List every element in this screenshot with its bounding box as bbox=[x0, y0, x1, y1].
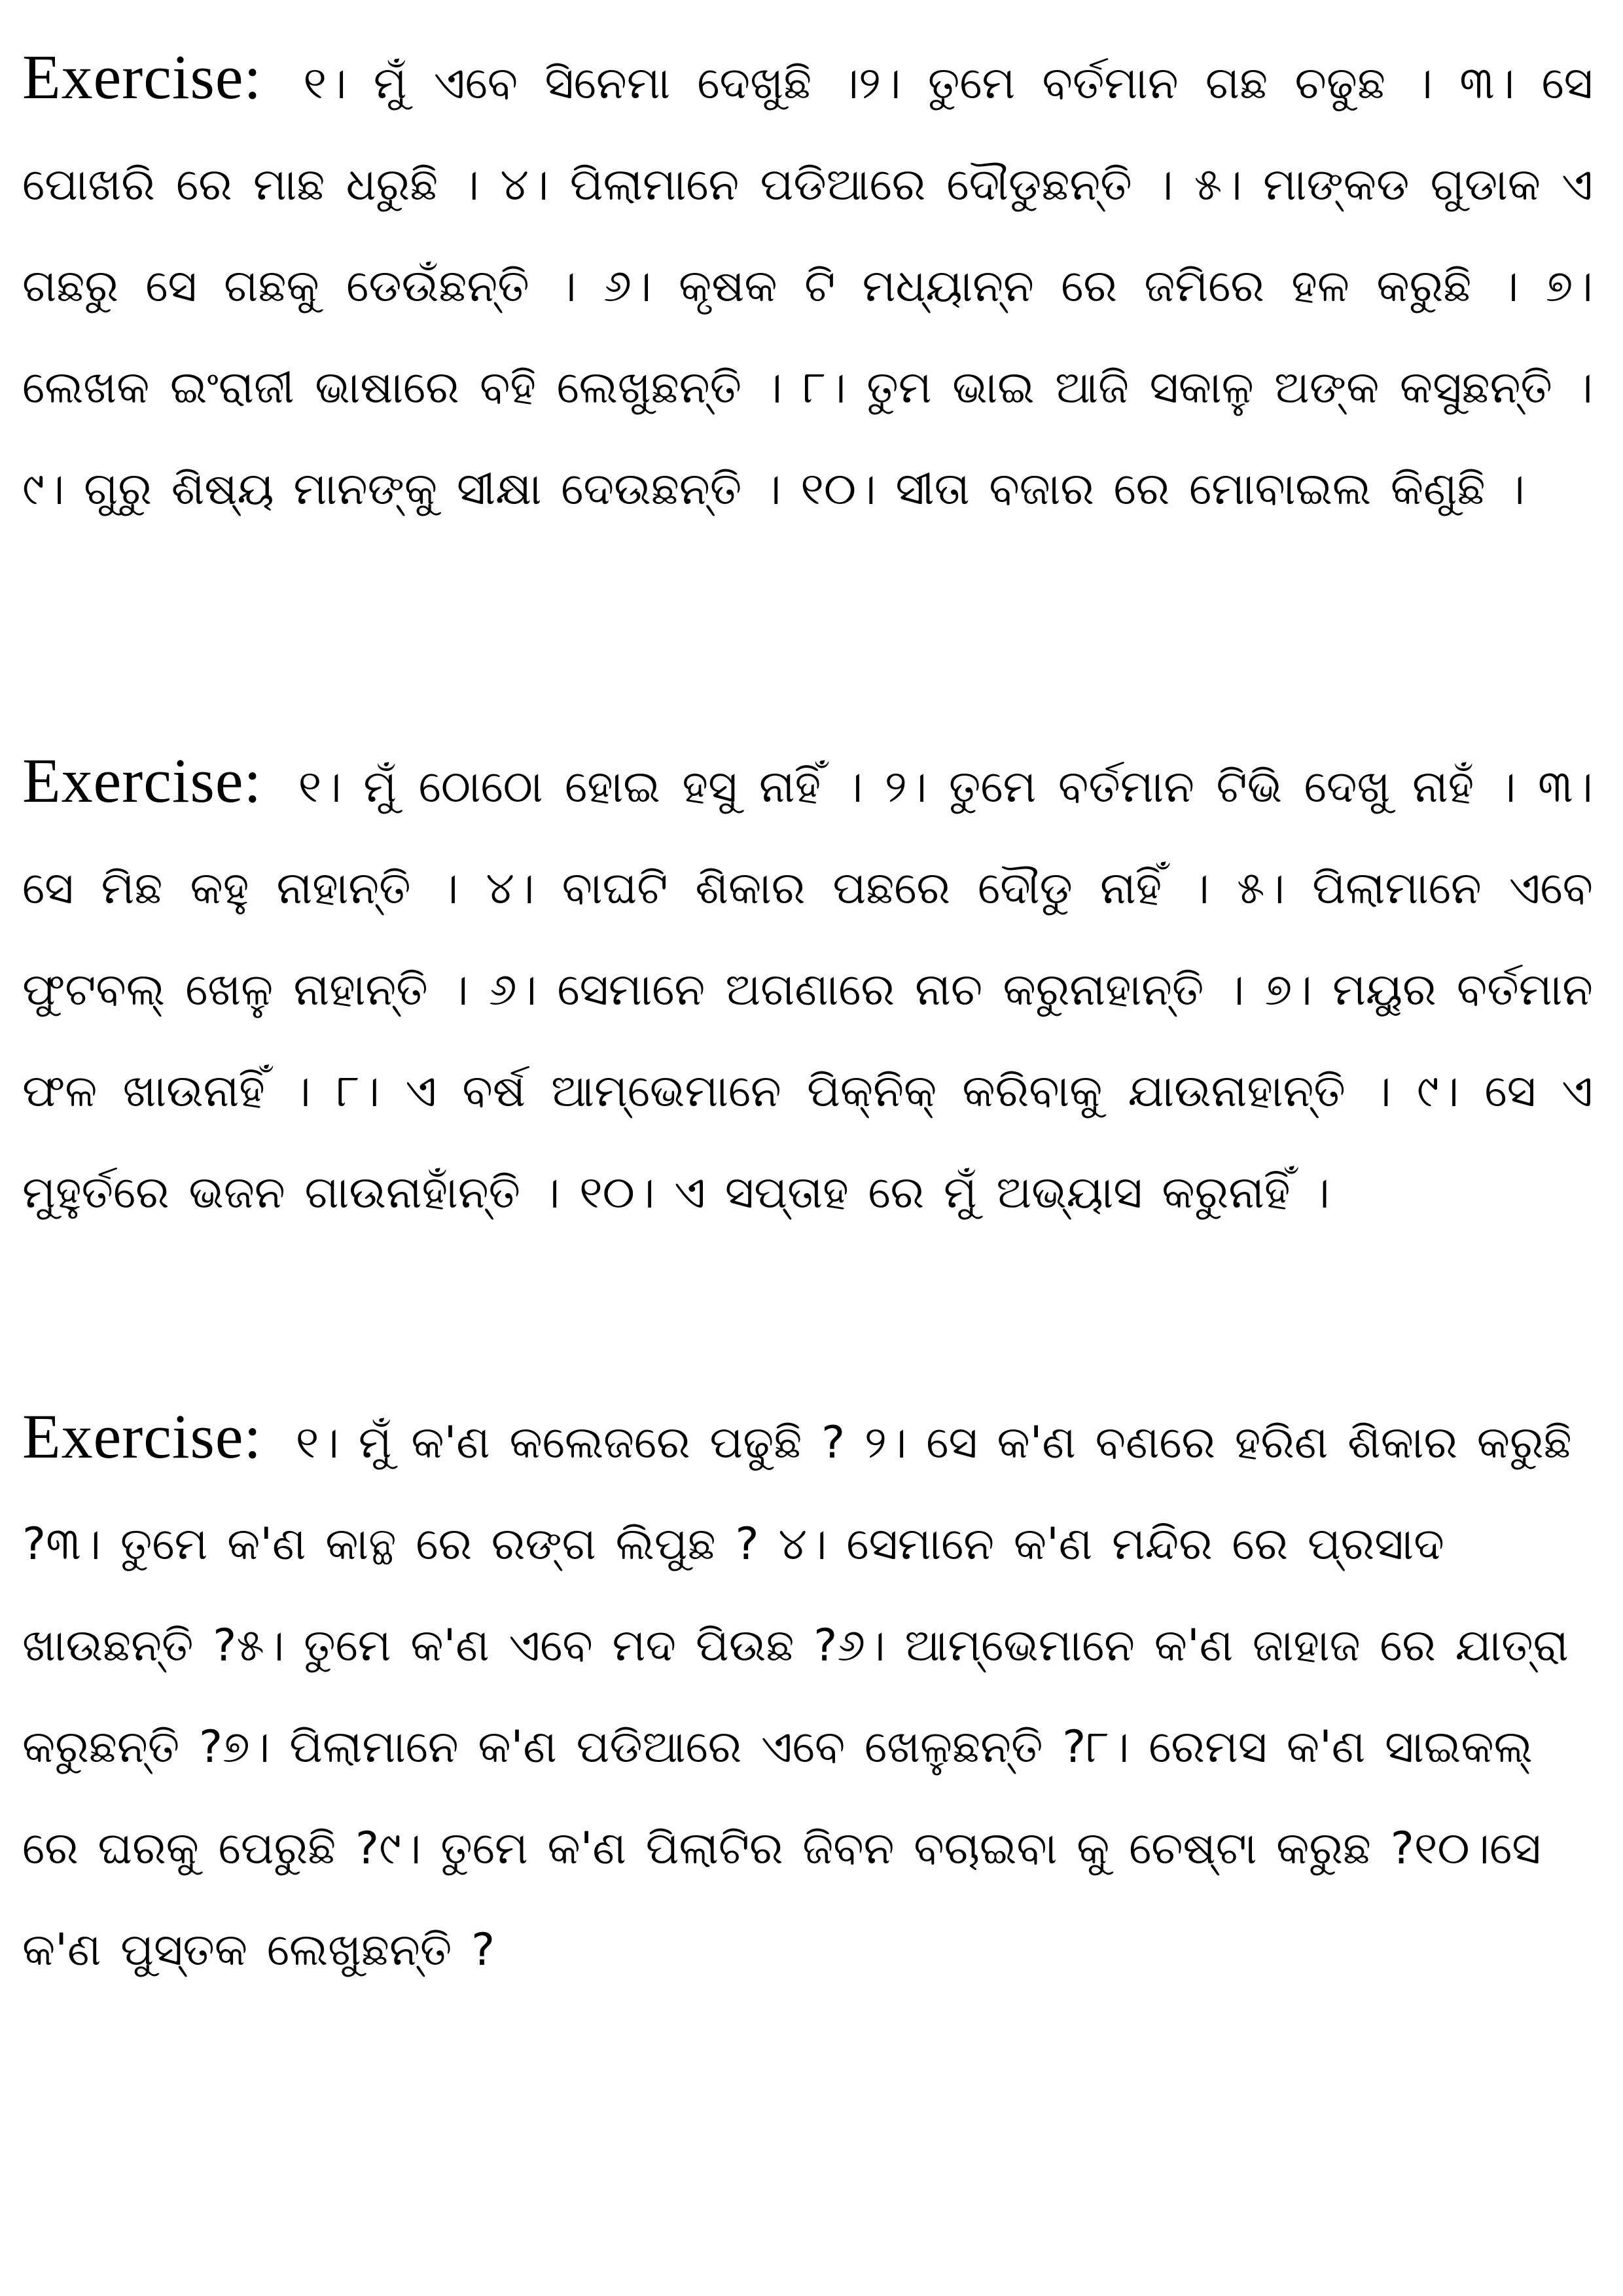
exercise-block-2 bbox=[22, 730, 1593, 1244]
exercise-block-1 bbox=[22, 26, 1593, 540]
exercise-label: Exercise: bbox=[22, 745, 262, 816]
exercise-text: ୧। ମୁଁ ଏବେ ସିନେମା ଦେଖୁଛି ।୨। ତୁମେ ବର୍ତମାନ ଗଛ ଚଢୁଛ । ୩। ସେ ପୋଖରି ରେ ମାଛ ଧରୁଛି । ୪। ପିଲାମାନେ ପଡିଆରେ ଦୌଡୁଛନ୍ତି । ୫। ମାଙ୍କଡ ଗୁଡାକ ଏ ଗଛରୁ ସେ ଗଛକୁ ଡେଉଁଛନ୍ତି । ୬। କୃଷକ ଟି ମଧ୍ୟାନ୍ନ ରେ ଜମିରେ ହଳ କରୁଛି । ୭। ଲେଖକ ଇଂରାଜୀ ଭାଷାରେ ବହି ଲେଖୁଛନ୍ତି । ୮। ତୁମ ଭାଇ ଆଜି ସକାଳୁ ଅଙ୍କ କସୁଛନ୍ତି । ୯। ଗୁରୁ ଶିଷ୍ୟ ମାନଙ୍କୁ ସୀକ୍ଷା ଦେଉଛନ୍ତି । ୧୦। ସୀତା ବଜାର ରେ ମୋବାଇଲ କିଣୁଛି । bbox=[22, 58, 1593, 515]
exercise-label: Exercise: bbox=[22, 42, 262, 112]
exercise-text: ୧। ମୁଁ କ'ଣ କଲେଜରେ ପଢୁଛି ? ୨। ସେ କ'ଣ ବଣରେ ହରିଣ ଶିକାର କରୁଛି ?୩। ତୁମେ କ'ଣ କାନ୍ଥ ରେ ରଙ୍ଗ ଲିପୁଛ ? ୪। ସେମାନେ କ'ଣ ମନ୍ଦିର ରେ ପ୍ରସାଦ ଖାଉଛନ୍ତି ?୫। ତୁମେ କ'ଣ ଏବେ ମଦ ପିଉଛ ?୬। ଆମ୍ଭେମାନେ କ'ଣ ଜାହାଜ ରେ ଯାତ୍ରା କରୁଛନ୍ତି ?୭। ପିଲାମାନେ କ'ଣ ପଡିଆରେ ଏବେ ଖେଳୁଛନ୍ତି ?୮। ରେମସ କ'ଣ ସାଇକଲ୍ ରେ ଘରକୁ ପେରୁଛି ?୯। ତୁମେ କ'ଣ ପିଲାଟିର ଜିବନ ବଚାଇବା କୁ ଚେଷ୍ଟା କରୁଛ ?୧୦।ସେ କ'ଣ ପୁସ୍ତକ ଲେଖୁଛନ୍ତି ? bbox=[22, 1417, 1572, 1976]
exercise-text: ୧। ମୁଁ ଠୋଠୋ ହୋଇ ହସୁ ନାହିଁ । ୨। ତୁମେ ବର୍ତମାନ ଟିଭି ଦେଖୁ ନାହଁ । ୩। ସେ ମିଛ କହୁ ନାହାନ୍ତି । ୪। ବାଘଟି ଶିକାର ପଛରେ ଦୌଡୁ ନାହିଁ । ୫। ପିଲାମାନେ ଏବେ ଫୁଟବଲ୍ ଖେଳୁ ନାହାନ୍ତି । ୬। ସେମାନେ ଅଗଣାରେ ନାଚ କରୁନାହାନ୍ତି । ୭। ମୟୁର ବର୍ତମାନ ଫଳ ଖାଉନାହିଁ । ୮। ଏ ବର୍ଷ ଆମ୍ଭେମାନେ ପିକ୍ନିକ୍ କରିବାକୁ ଯାଉନାହାନ୍ତି । ୯। ସେ ଏ ମୁହୁର୍ତରେ ଭଜନ ଗାଉନାହାଁନ୍ତି । ୧୦। ଏ ସପ୍ତାହ ରେ ମୁଁ ଅଭ୍ୟାସ କରୁନାହିଁ । bbox=[22, 761, 1593, 1219]
exercise-block-3 bbox=[22, 1386, 1593, 2001]
exercise-label: Exercise: bbox=[22, 1401, 262, 1471]
